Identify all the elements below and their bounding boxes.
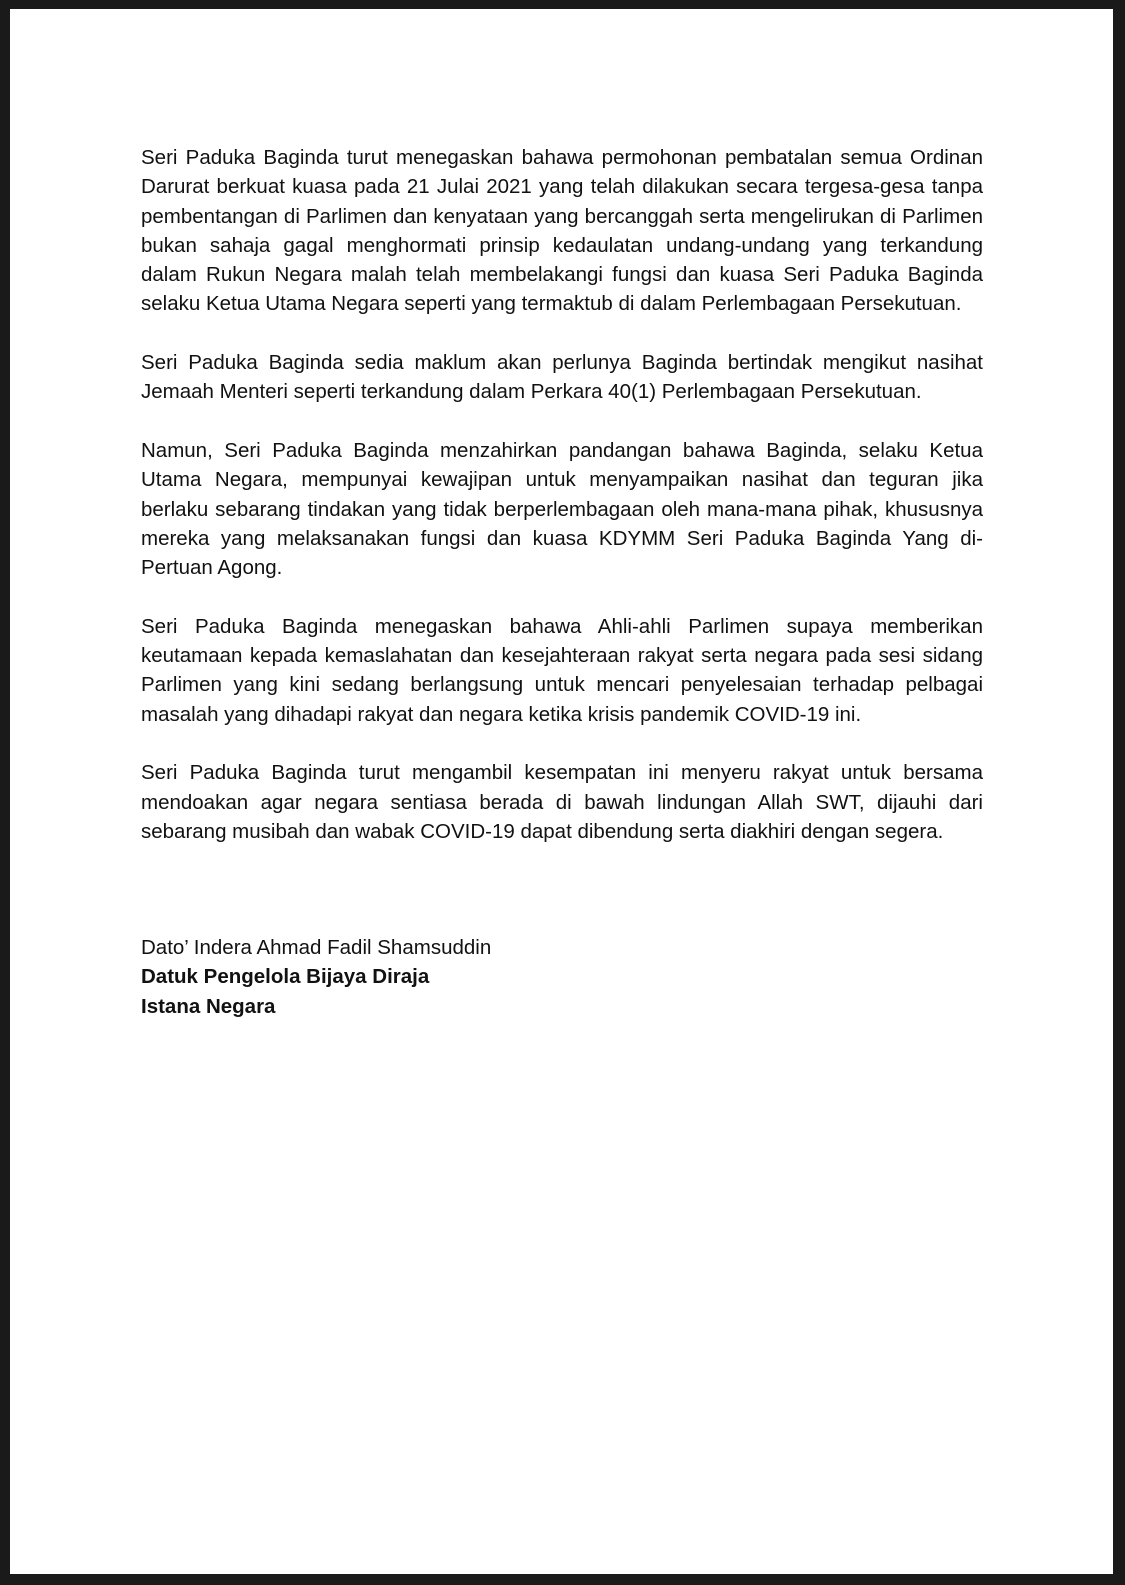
paragraph-5: Seri Paduka Baginda turut mengambil kesempatan ini menyeru rakyat untuk bersama mendoakan agar negara sentiasa berada di bawah lindungan Allah SWT, dijauhi dari sebarang musibah dan wabak COVID-19 dapat dibendung serta diakhiri dengan segera.	[141, 761, 983, 843]
paragraph-1: Seri Paduka Baginda turut menegaskan bahawa permohonan pembatalan semua Ordinan Darurat berkuat kuasa pada 21 Julai 2021 yang telah dilakukan secara tergesa-gesa tanpa pembentangan di Parlimen dan kenyataan yang bercanggah serta mengelirukan di Parlimen bukan sahaja gagal menghormati prinsip kedaulatan undang-undang yang terkandung dalam Rukun Negara malah telah membelakangi fungsi dan kuasa Seri Paduka Baginda selaku Ketua Utama Negara seperti yang termaktub di dalam Perlembagaan Persekutuan.	[141, 146, 983, 316]
signatory-name: Dato’ Indera Ahmad Fadil Shamsuddin	[141, 936, 492, 960]
paragraph-2: Seri Paduka Baginda sedia maklum akan perlunya Baginda bertindak mengikut nasihat Jemaah Menteri seperti terkandung dalam Perkara 40(1) Perlembagaan Persekutuan.	[141, 351, 983, 404]
signatory-office: Istana Negara	[141, 994, 276, 1018]
document-page	[10, 9, 1113, 1574]
paragraph-4: Seri Paduka Baginda menegaskan bahawa Ahli-ahli Parlimen supaya memberikan keutamaan kepada kemaslahatan dan kesejahteraan rakyat serta negara pada sesi sidang Parlimen yang kini sedang berlangsung untuk mencari penyelesaian terhadap pelbagai masalah yang dihadapi rakyat dan negara ketika krisis pandemik COVID-19 ini.	[141, 614, 983, 726]
signature-block	[141, 933, 983, 1021]
document-body	[141, 143, 983, 1021]
paragraph-3: Namun, Seri Paduka Baginda menzahirkan pandangan bahawa Baginda, selaku Ketua Utama Negara, mempunyai kewajipan untuk menyampaikan nasihat dan teguran jika berlaku sebarang tindakan yang tidak berperlembagaan oleh mana-mana pihak, khususnya mereka yang melaksanakan fungsi dan kuasa KDYMM Seri Paduka Baginda Yang di-Pertuan Agong.	[141, 438, 983, 580]
signatory-title: Datuk Pengelola Bijaya Diraja	[141, 965, 430, 989]
